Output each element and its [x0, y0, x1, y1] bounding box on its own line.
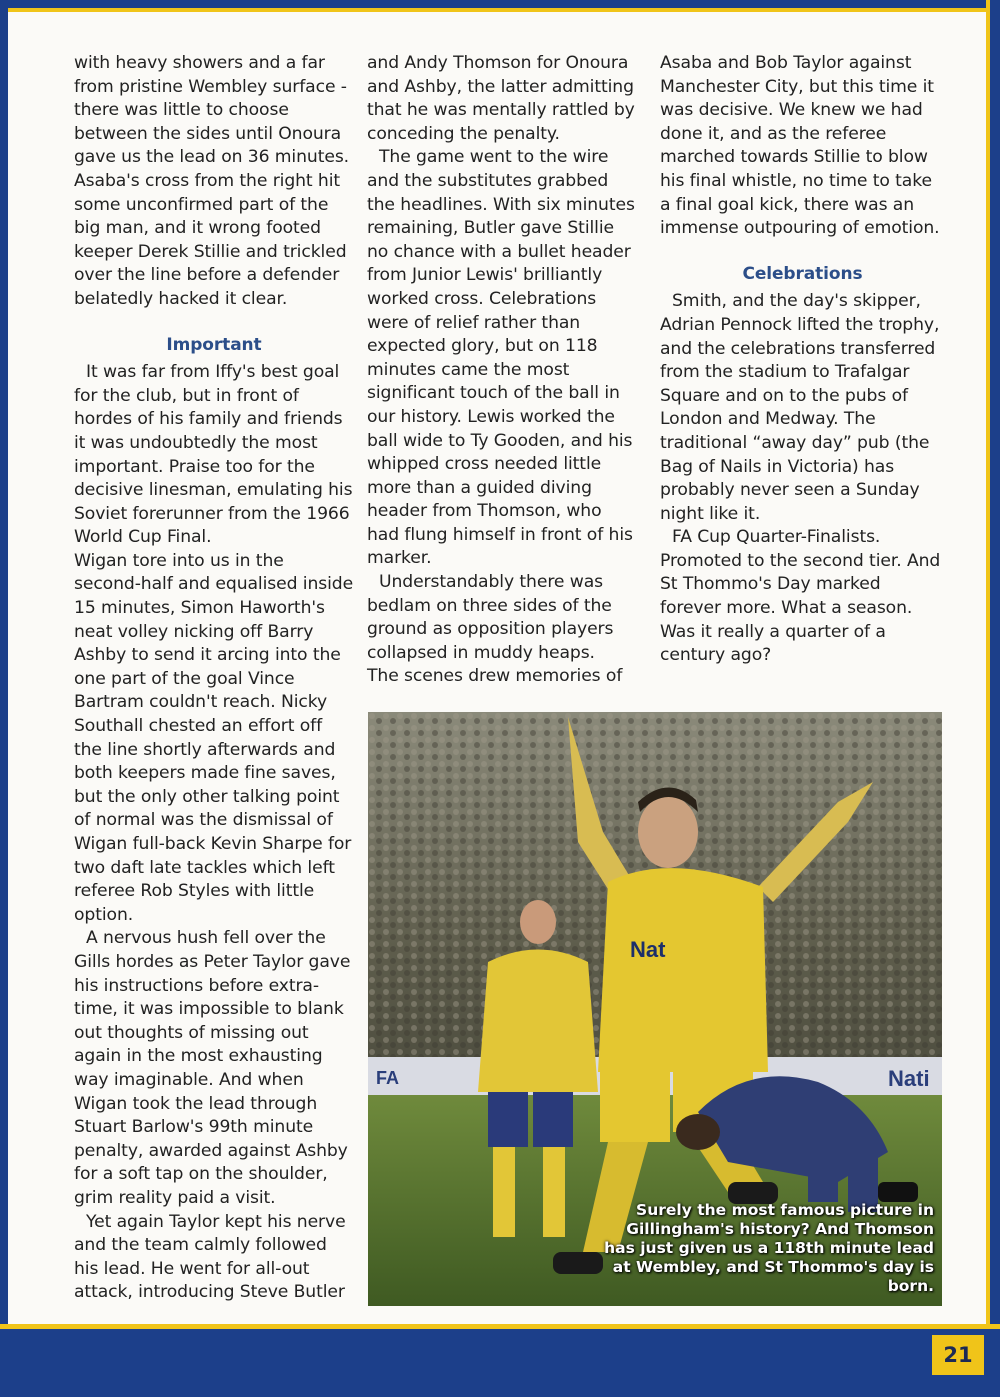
- section-heading-celebrations: Celebrations: [742, 263, 863, 284]
- top-blue-stripe: [0, 0, 1000, 8]
- paragraph: with heavy showers and a far from pristine Wembley surface - there was little to choose between the sides until Onoura gave us the lead on 36 minutes. Asaba's cross from the right hit some unconfirmed part of the big man, and it wrong footed keeper Derek Stillie and trickled over the line before a defender belatedly hacked it clear.: [74, 53, 350, 309]
- paragraph: Wigan tore into us in the second-half and equalised inside 15 minutes, Simon Haworth's neat volley nicking off Barry Ashby to send it arcing into the one part of the goal Vince Bartram couldn't reach. Nicky Southall chested an effort off the line shortly afterwards and both keepers made fine saves, but the only other talking point of normal was the dismissal of Wigan full-back Kevin Sharpe for two daft late tackles which left referee Rob Styles with little option.: [74, 550, 354, 925]
- footer-bar: [0, 1324, 1000, 1397]
- paragraph: and Andy Thomson for Onoura and Ashby, the latter admitting that he was mentally rattled by conceding the penalty.: [367, 53, 635, 144]
- article-column-1: [74, 52, 354, 1305]
- paragraph: FA Cup Quarter-Finalists. Promoted to the second tier. And St Thommo's Day marked forever more. What a season. Was it really a quarter of a century ago?: [660, 527, 941, 666]
- paragraph: Smith, and the day's skipper, Adrian Pennock lifted the trophy, and the celebrations transferred from the stadium to Trafalgar Square and on to the pubs of London and Medway. The traditional “away day” pub (the Bag of Nails in Victoria) has probably never seen a Sunday night like it.: [660, 291, 940, 524]
- paragraph: It was far from Iffy's best goal for the club, but in front of hordes of his family and friends it was undoubtedly the most important. Praise too for the decisive linesman, emulating his Soviet forerunner from the 1966 World Cup Final.: [74, 362, 353, 548]
- paragraph: Asaba and Bob Taylor against Manchester City, but this time it was decisive. We knew we had done it, and as the referee marched towards Stillie to blow his final whistle, no time to take a final goal kick, there was an immense outpouring of emotion.: [660, 53, 940, 239]
- paragraph: Understandably there was bedlam on three sides of the ground as opposition players collapsed in muddy heaps.: [367, 572, 614, 663]
- paragraph: Yet again Taylor kept his nerve and the team calmly followed his lead. He went for all-out attack, introducing Steve Butler: [74, 1211, 346, 1303]
- shirt-sponsor-text: Nat: [630, 937, 666, 962]
- section-heading-important: Important: [166, 334, 262, 355]
- left-edge-stripe: [0, 0, 8, 1397]
- page-number: 21: [932, 1335, 984, 1375]
- article-column-2: [367, 52, 637, 689]
- paragraph: A nervous hush fell over the Gills hordes as Peter Taylor gave his instructions before extra-time, it was impossible to blank out thoughts of missing out again in the most exhausting way imaginable. And when Wigan took the lead through Stuart Barlow's 99th minute penalty, awarded against Ashby for a soft tap on the shoulder, grim reality paid a visit.: [74, 928, 351, 1208]
- board-text-left: FA: [376, 1068, 400, 1088]
- right-edge-stripe: [990, 0, 1000, 1397]
- photo-caption: Surely the most famous picture in Gillingham's history? And Thomson has just given us a 118th minute lead at Wembley, and St Thommo's day is born.: [604, 1201, 934, 1295]
- celebration-photo: [368, 712, 942, 1306]
- article-column-3: [660, 52, 945, 668]
- paragraph: The scenes drew memories of: [367, 666, 623, 687]
- right-edge-gold-stripe: [986, 0, 990, 1397]
- paragraph: The game went to the wire and the substitutes grabbed the headlines. With six minutes remaining, Butler gave Stillie no chance with a bullet header from Junior Lewis' brilliantly worked cross. Celebrations were of relief rather than expected glory, but on 118 minutes came the most significant touch of the ball in our history. Lewis worked the ball wide to Ty Gooden, and his whipped cross needed little more than a guided diving header from Thomson, who had flung himself in front of his marker.: [367, 147, 635, 569]
- board-text-right: Nati: [888, 1066, 930, 1091]
- footer-gold-stripe: [0, 1324, 1000, 1329]
